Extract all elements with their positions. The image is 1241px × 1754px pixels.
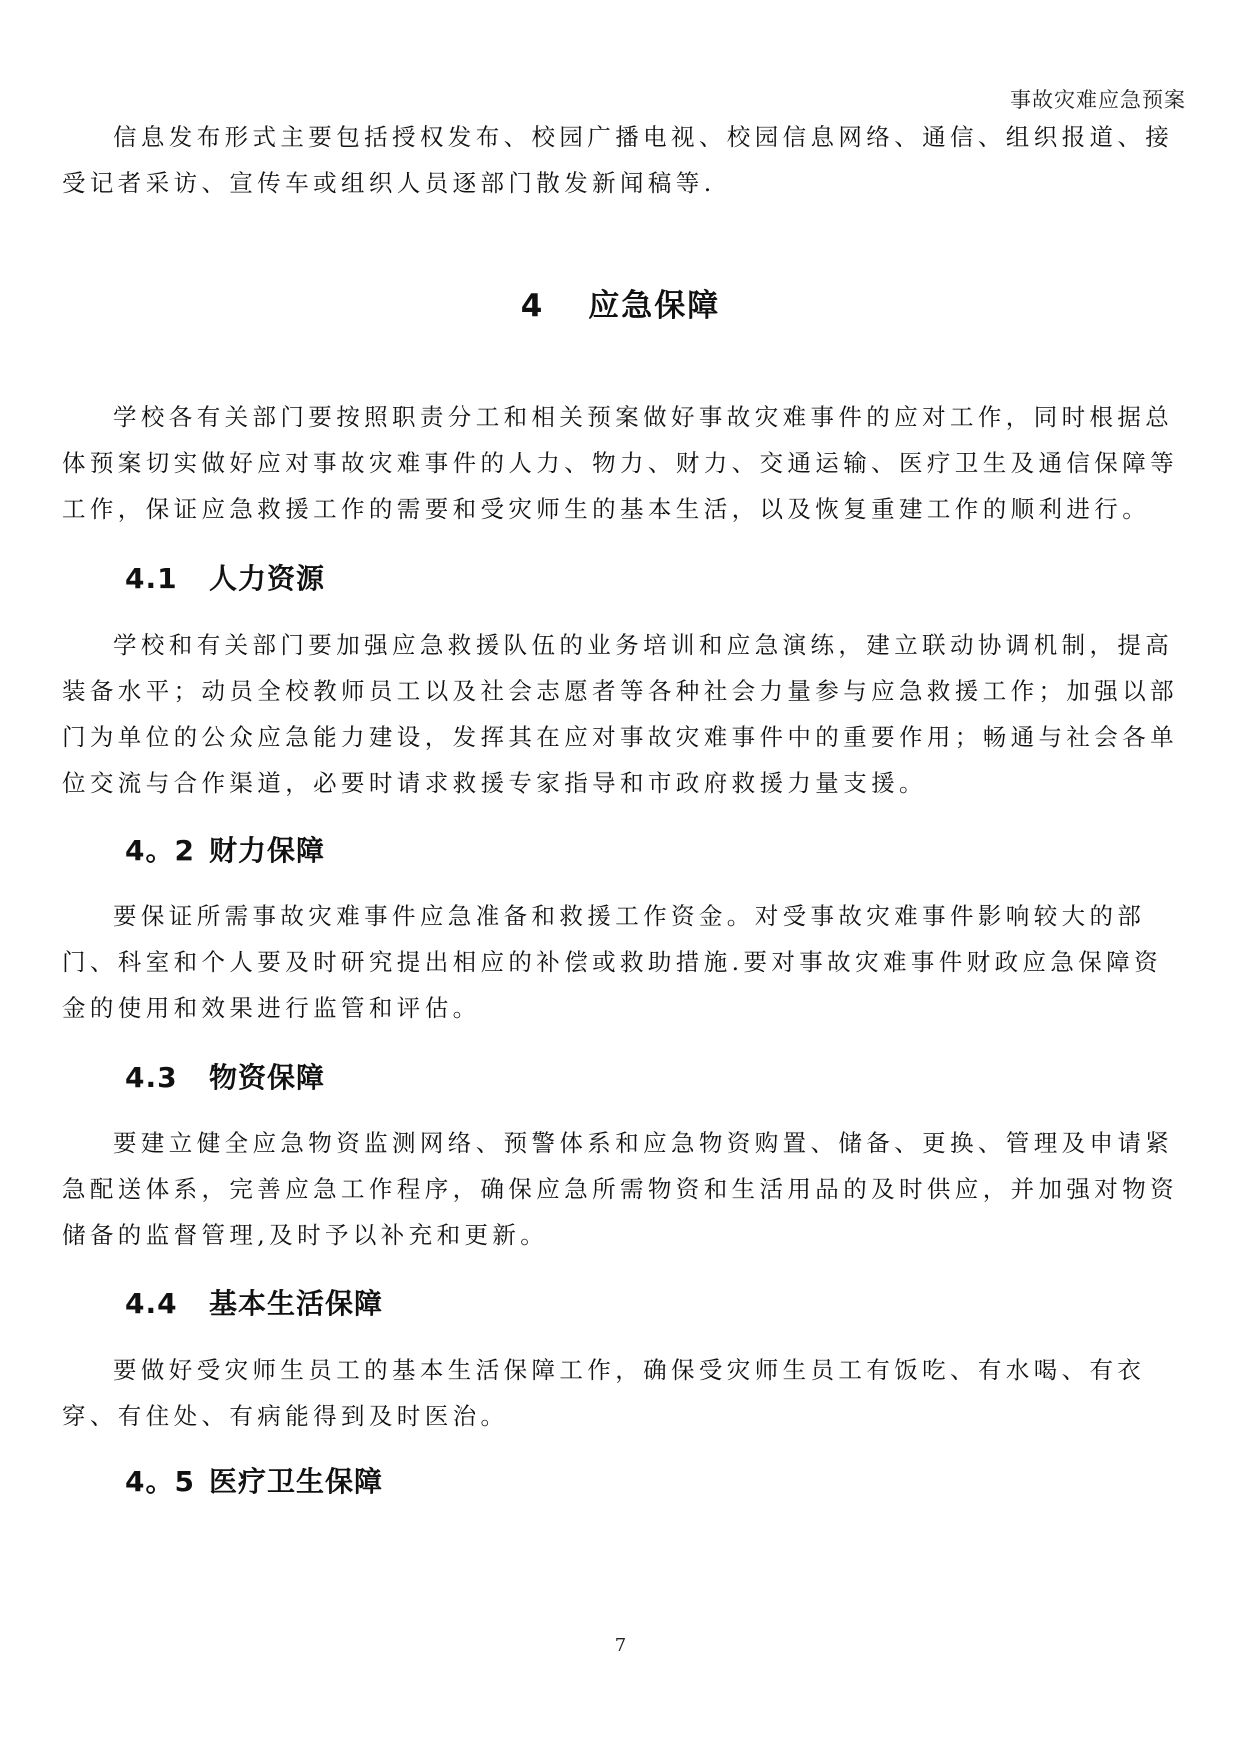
section-number: 4。5: [125, 1465, 195, 1498]
section-heading-4-1: [125, 557, 325, 597]
section-title: 物资保障: [209, 1061, 326, 1094]
intro-paragraph: 信息发布形式主要包括授权发布、校园广播电视、校园信息网络、通信、组织报道、接受记者采访、宣传车或组织人员逐部门散发新闻稿等.: [62, 123, 1174, 197]
section-heading-4-3: [125, 1056, 325, 1096]
section-number: 4.4: [125, 1287, 178, 1320]
chapter-paragraph: 学校各有关部门要按照职责分工和相关预案做好事故灾难事件的应对工作，同时根据总体预案切实做好应对事故灾难事件的人力、物力、财力、交通运输、医疗卫生及通信保障等工作，保证应急救援工作的需要和受灾师生的基本生活，以及恢复重建工作的顺利进行。: [62, 403, 1178, 523]
section-number: 4.3: [125, 1061, 178, 1094]
section-paragraph-4-1: 学校和有关部门要加强应急救援队伍的业务培训和应急演练，建立联动协调机制，提高装备水平；动员全校教师员工以及社会志愿者等各种社会力量参与应急救援工作；加强以部门为单位的公众应急能力建设，发挥其在应对事故灾难事件中的重要作用；畅通与社会各单位交流与合作渠道，必要时请求救援专家指导和市政府救援力量支援。: [62, 631, 1178, 797]
section-title: 基本生活保障: [209, 1287, 384, 1320]
section-title: 人力资源: [209, 562, 326, 595]
section-paragraph-4-3: 要建立健全应急物资监测网络、预警体系和应急物资购置、储备、更换、管理及申请紧急配送体系，完善应急工作程序，确保应急所需物资和生活用品的及时供应，并加强对物资储备的监督管理,及时予以补充和更新。: [62, 1129, 1178, 1249]
section-title: 医疗卫生保障: [209, 1465, 384, 1498]
section-number: 4.1: [125, 562, 178, 595]
chapter-number: 4: [520, 288, 545, 324]
section-heading-4-5: [125, 1460, 383, 1500]
section-heading-4-2: [125, 829, 325, 869]
chapter-title: 应急保障: [588, 288, 721, 324]
section-heading-4-4: [125, 1282, 383, 1322]
page-header: 事故灾难应急预案: [1010, 88, 1186, 112]
section-number: 4。2: [125, 834, 195, 867]
section-paragraph-4-4: 要做好受灾师生员工的基本生活保障工作，确保受灾师生员工有饭吃、有水喝、有衣穿、有住处、有病能得到及时医治。: [62, 1356, 1146, 1430]
section-paragraph-4-2: 要保证所需事故灾难事件应急准备和救援工作资金。对受事故灾难事件影响较大的部门、科室和个人要及时研究提出相应的补偿或救助措施.要对事故灾难事件财政应急保障资金的使用和效果进行监管和评估。: [62, 902, 1162, 1022]
page-number: 7: [614, 1635, 627, 1656]
chapter-heading: [0, 280, 1241, 325]
section-title: 财力保障: [209, 834, 326, 867]
